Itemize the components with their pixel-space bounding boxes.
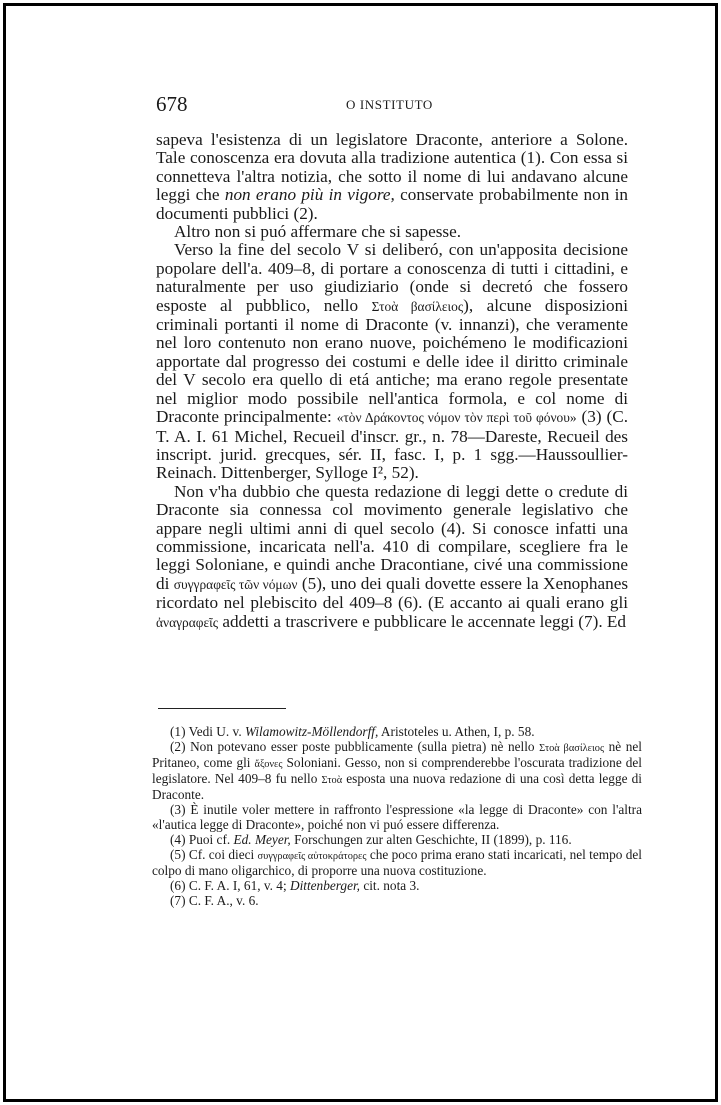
footnote-7: (7) C. F. A., v. 6.: [170, 893, 259, 909]
page-header: [156, 92, 626, 116]
footnote-5: (5) Cf. coi dieci συγγραφεῖς αὐτοκράτορες che poco prima erano stati incaricati, nel tempo del colpo di mano oligarchico, di proporre una nuova costituzione.: [152, 846, 642, 878]
footnote-6: (6) C. F. A. I, 61, v. 4; Dittenberger, cit. nota 3.: [170, 877, 420, 893]
footnotes: [152, 724, 643, 909]
footnote-2: (2) Non potevano esser poste pubblicamente (sulla pietra) nè nello Στοὰ βασίλειος nè nel Pritaneo, come gli ἄξονες Soloniani. Gesso, non si comprenderebbe l'oscurata tradizione del legislatore. Nel 409–8 fu nello Στοὰ esposta una nuova redazione di una così detta legge di Draconte.: [152, 739, 643, 803]
footnote-4: (4) Puoi cf. Ed. Meyer, Forschungen zur alten Geschichte, II (1899), p. 116.: [170, 831, 572, 847]
main-text: [156, 131, 628, 632]
paragraph-2: Altro non si puó affermare che si sapesse.: [174, 222, 462, 242]
running-title: O INSTITUTO: [346, 97, 433, 112]
page-number: 678: [156, 92, 188, 116]
footnote-1: (1) Vedi U. v. Wilamowitz-Möllendorff, Aristoteles u. Athen, I, p. 58.: [170, 724, 535, 739]
paragraph-1: sapeva l'esistenza di un legislatore Draconte, anteriore a Solone. Tale conoscenza era dovuta alla tradizione autentica (1). Con essa si connetteva l'altra notizia, che sotto il nome di lui andavano alcune leggi che non erano più in vigore, conservate probabilmente non in documenti pubblici (2).: [156, 130, 628, 223]
footnote-3: (3) È inutile voler mettere in raffronto l'espressione «la legge di Draconte» con l'altra «l'autica legge di Draconte», poiché non vi puó essere differenza.: [152, 802, 642, 832]
paragraph-3: Verso la fine del secolo V si deliberó, con un'apposita decisione popolare dell'a. 409–8, di portare a conoscenza di tutti i cittadini, e naturalmente per uso giudiziario (onde si decretó che fossero esposte al pubblico, nello Στοὰ βασίλειος), alcune disposizioni criminali portanti il nome di Draconte (v. innanzi), che veramente nel loro contenuto non erano nuove, poichémeno le modificazioni apportate dal progresso dei costumi e delle idee il diritto criminale del V secolo era quello di etá antiche; ma erano regole presentate nel miglior modo possibile nell'antica formola, e col nome di Draconte principalmente: «τὸν Δράκοντος νόμον τὸν περὶ τοῦ φόνου» (3) (C. T. A. I. 61 Michel, Recueil d'inscr. gr., n. 78—Dareste, Recueil des inscript. jurid. grecques, sér. II, fasc. I, p. 1 sgg.—Haussoullier-Reinach. Dittenberger, Sylloge I², 52).: [156, 240, 628, 483]
footnote-rule: [158, 708, 286, 709]
paragraph-4: Non v'ha dubbio che questa redazione di leggi dette o credute di Draconte sia connessa col movimento generale legislativo che appare negli ultimi anni di quel secolo (4). Si conosce infatti una commissione, incaricata nell'a. 410 di compilare, scegliere fra le leggi Soloniane, e quindi anche Dracontiane, civé una commissione di συγγραφεῖς τῶν νόμων (5), uno dei quali dovette essere la Xenophanes ricordato nel plebiscito del 409–8 (6). (E accanto ai quali erano gli ἀναγραφεῖς addetti a trascrivere e pubblicare le accennate leggi (7). Ed: [156, 481, 629, 631]
